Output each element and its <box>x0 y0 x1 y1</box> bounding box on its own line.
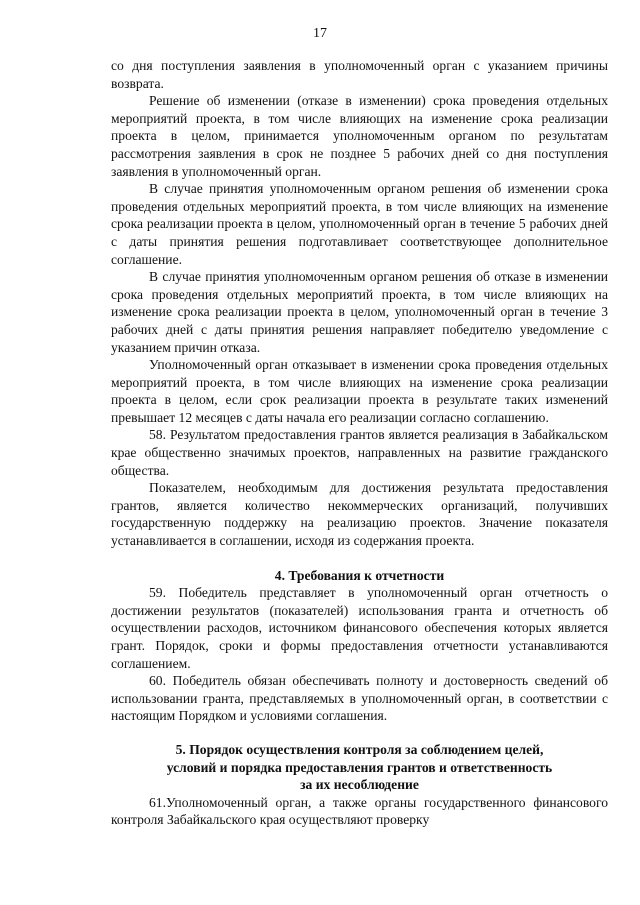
paragraph-change-accepted: В случае принятия уполномоченным органом решения об изменении срока проведения отдельных мероприятий проекта, в том числе влияющих на изменение срока реализации проекта в целом, уполномоченный орган в течение 5 рабочих дней с даты принятия решения подготавливает соответствующее дополнительное соглашение. <box>111 181 608 267</box>
paragraph-61-control: 61.Уполномоченный орган, а также органы государственного финансового контроля Забайкальского края осуществляют проверку <box>111 794 608 828</box>
section-5-heading-line-3: за их несоблюдение <box>300 777 419 793</box>
section-4-heading: 4. Требования к отчетности <box>274 567 445 583</box>
page-content <box>111 57 608 829</box>
section-spacer <box>111 550 608 567</box>
paragraph-decision-change: Решение об изменении (отказе в изменении) срока проведения отдельных мероприятий проекта, в том числе влияющих на изменение срока реализации проекта в целом, принимается уполномоченным органом по результатам рассмотрения заявления в срок не позднее 5 рабочих дней со дня поступления заявления в уполномоченный орган. <box>111 93 608 179</box>
paragraph-58-result: 58. Результатом предоставления грантов является реализация в Забайкальском крае общественно значимых проектов, направленных на развитие гражданского общества. <box>111 427 608 478</box>
section-5-heading-line-2: условий и порядка предоставления грантов и ответственность <box>166 759 553 775</box>
paragraph-refusal-grounds: Уполномоченный орган отказывает в изменении срока проведения отдельных мероприятий проекта, в том числе влияющих на изменение срока реализации проекта в целом, если срок реализации проекта в результате таких изменений превышает 12 месяцев с даты начала его реализации согласно соглашению. <box>111 357 608 425</box>
section-spacer <box>111 725 608 741</box>
paragraph-change-refused: В случае принятия уполномоченным органом решения об отказе в изменении срока проведения отдельных мероприятий проекта, в том числе влияющих на изменение срока реализации проекта в целом, уполномоченный орган в течение 3 рабочих дней с даты принятия решения направляет победителю уведомление с указанием причин отказа. <box>111 269 608 355</box>
page-number: 17 <box>313 26 327 41</box>
paragraph-indicator: Показателем, необходимым для достижения результата предоставления грантов, является количество некоммерческих организаций, получивших государственную поддержку на реализацию проектов. Значение показателя устанавливается в соглашении, исходя из содержания проекта. <box>111 480 608 549</box>
paragraph-60-accuracy: 60. Победитель обязан обеспечивать полноту и достоверность сведений об использовании гранта, представляемых в уполномоченный орган, в соответствии с настоящим Порядком и условиями соглашения. <box>111 673 608 724</box>
paragraph-continuation: со дня поступления заявления в уполномоченный орган с указанием причины возврата. <box>111 58 608 91</box>
section-5-heading-line-1: 5. Порядок осуществления контроля за соблюдением целей, <box>175 741 544 757</box>
paragraph-59-reporting: 59. Победитель представляет в уполномоченный орган отчетность о достижении результатов (показателей) использования гранта и отчетность об осуществлении расходов, источником финансового обеспечения которых является грант. Порядок, сроки и формы предоставления отчетности устанавливаются соглашением. <box>111 585 608 671</box>
